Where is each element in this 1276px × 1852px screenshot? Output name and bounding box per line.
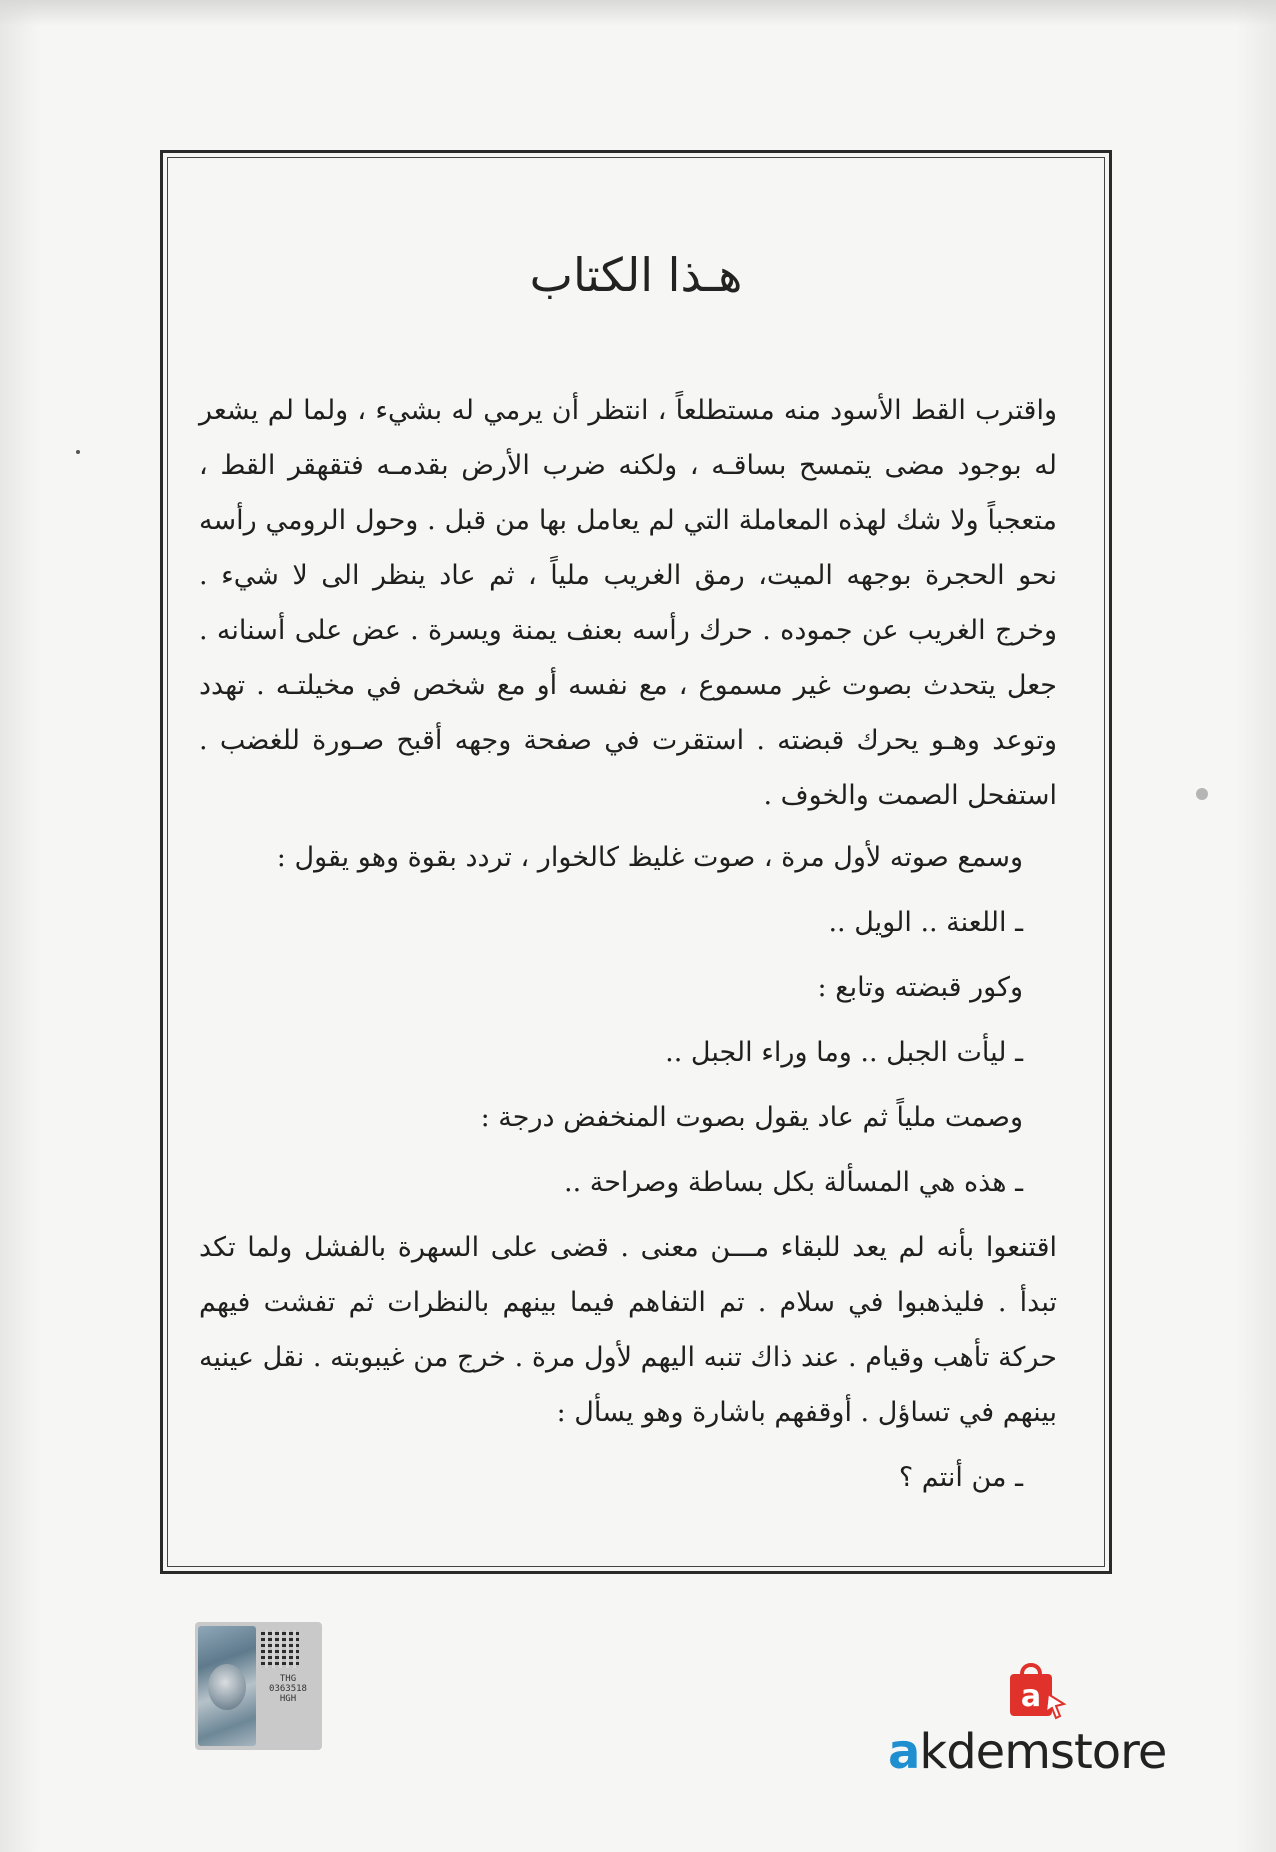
paragraph-2: وسمع صوته لأول مرة ، صوت غليظ كالخوار ، تردد بقوة وهو يقول : xyxy=(276,842,1023,873)
hologram-portrait xyxy=(208,1664,246,1710)
paper-speck xyxy=(76,450,80,454)
paragraph-4: وصمت ملياً ثم عاد يقول بصوت المنخفض درجة : xyxy=(480,1102,1023,1133)
paragraph-3: وكور قبضته وتابع : xyxy=(817,972,1023,1003)
store-logo-rest: kdemstore xyxy=(919,1724,1167,1780)
store-logo-first: a xyxy=(888,1724,920,1780)
security-sticker xyxy=(195,1622,322,1750)
text-frame xyxy=(160,150,1112,1574)
sticker-code-1: THG xyxy=(279,1674,297,1684)
sticker-code-3: HGH xyxy=(279,1694,297,1704)
paper-speck xyxy=(1196,788,1208,800)
dialogue-line-2: ـ ليأت الجبل .. وما وراء الجبل .. xyxy=(665,1037,1023,1068)
qr-code-pattern xyxy=(261,1630,299,1668)
scan-shadow xyxy=(0,0,1276,26)
shopping-bag-icon xyxy=(1002,1660,1072,1726)
paragraph-1: واقترب القط الأسود منه مستطلعاً ، انتظر أن يرمي له بشيء ، ولما لم يشعر له بوجود مضى يتمسح بساقـه ، ولكنه ضرب الأرض بقدمـه فتقهقر القط ، متعجباً ولا شك لهذه المعاملة التي لم يعامل بها من قبل . وحول الرومي رأسه نحو الحجرة بوجهه الميت، رمق الغريب ملياً ، ثم عاد ينظر الى لا شيء . وخرج الغريب عن جموده . حرك رأسه بعنف يمنة ويسرة . عض على أسنانه . جعل يتحدث بصوت غير مسموع ، مع نفسه أو مع شخص في مخيلتـه . تهدد وتوعد وهـو يحرك قبضته . استقرت في صفحة وجهه أقبح صـورة للغضب . استفحل الصمت والخوف . xyxy=(199,395,1057,811)
page-title: هـذا الكتاب xyxy=(529,248,743,302)
store-icon-letter: a xyxy=(1020,1679,1042,1714)
store-logo xyxy=(888,1722,1218,1782)
dialogue-line-1: ـ اللعنة .. الويل .. xyxy=(828,907,1023,938)
sticker-code-2: 0363518 xyxy=(269,1684,307,1694)
body-text xyxy=(199,383,1057,1505)
dialogue-line-4: ـ من أنتم ؟ xyxy=(898,1462,1023,1493)
dialogue-line-3: ـ هذه هي المسألة بكل بساطة وصراحة .. xyxy=(564,1167,1023,1198)
hologram xyxy=(198,1626,256,1746)
paragraph-5: اقتنعوا بأنه لم يعد للبقاء مـــن معنى . قضى على السهرة بالفشل ولما تكد تبدأ . فليذهبوا في سلام . تم التفاهم فيما بينهم بالنظرات ثم تفشت فيهم حركة تأهب وقيام . عند ذاك تنبه اليهم لأول مرة . خرج من غيبوبته . نقل عينيه بينهم في تساؤل . أوقفهم باشارة وهو يسأل : xyxy=(199,1232,1057,1428)
